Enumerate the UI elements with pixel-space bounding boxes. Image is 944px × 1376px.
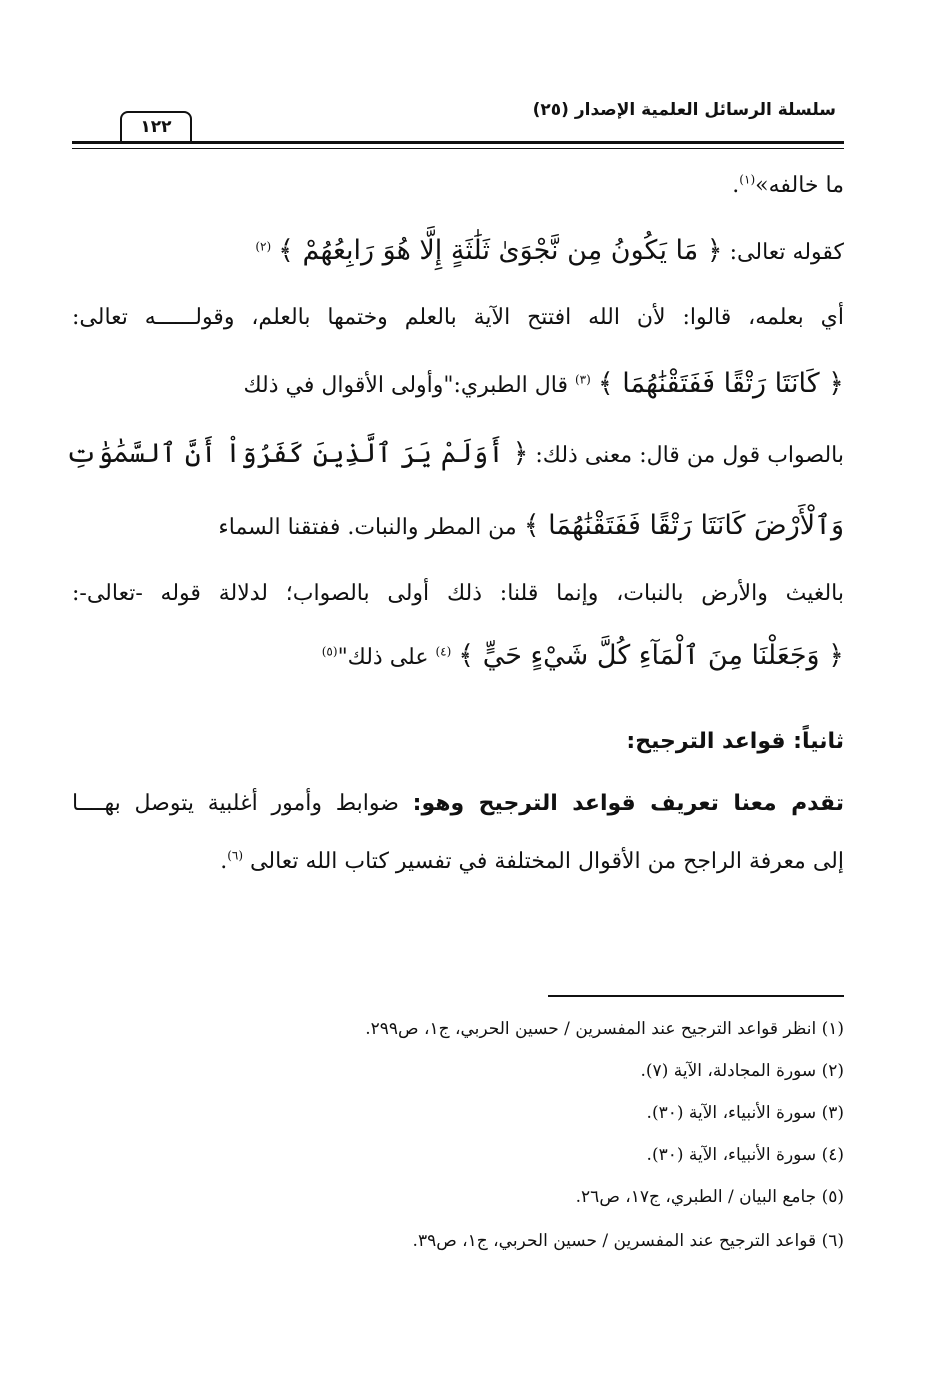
header-rule-thin <box>72 148 844 149</box>
body-line-6 <box>72 510 844 542</box>
footnote-ref: (٦) <box>227 848 244 863</box>
body-line-4 <box>72 368 844 400</box>
footnote-5: (٥) جامع البيان / الطبري، ج١٧، ص٢٦. <box>575 1187 844 1207</box>
footnote-ref: (٣) <box>574 372 591 387</box>
footnote-ref: (٥) <box>321 644 338 659</box>
header-rule-thick <box>72 141 844 144</box>
quran-verse: ﴿ أَوَلَمْ يَرَ ٱلَّذِينَ كَفَرُوٓاْ أَنَّ ٱلسَّمَٰوَٰتِ <box>65 438 529 469</box>
footnote-ref: (١) <box>739 172 756 187</box>
series-title: سلسلة الرسائل العلمية الإصدار (٢٥) <box>532 100 836 120</box>
body-text: قال الطبري:"وأولى الأقوال في ذلك <box>243 373 568 398</box>
body-text: ما خالفه» <box>755 173 844 198</box>
footnote-4: (٤) سورة الأنبياء، الآية (٣٠). <box>646 1145 844 1165</box>
footnote-separator <box>548 995 844 997</box>
body-text: ضوابط وأمور أغلبية يتوصل بهــــا <box>72 791 399 816</box>
footnote-3: (٣) سورة الأنبياء، الآية (٣٠). <box>646 1103 844 1123</box>
body-line-1 <box>732 170 844 202</box>
body-line-3: أي بعلمه، قالوا: لأن الله افتتح الآية بالعلم وختمها بالعلم، وقولــــــه تعالى: <box>72 305 844 330</box>
quran-verse: ﴿ مَا يَكُونُ مِن نَّجْوَىٰ ثَلَٰثَةٍ إِلَّا هُوَ رَابِعُهُمْ ﴾ <box>278 235 723 266</box>
body-line-7: بالغيث والأرض بالنبات، وإنما قلنا: ذلك أولى بالصواب؛ لدلالة قوله -تعالى-: <box>72 581 844 606</box>
body-line-5 <box>65 438 844 470</box>
body-text: من المطر والنبات. ففتقنا السماء <box>218 515 517 540</box>
body-line-2 <box>255 235 844 267</box>
footnote-1: (١) انظر قواعد الترجيح عند المفسرين / حسين الحربي، ج١، ص٢٩٩. <box>365 1019 844 1039</box>
footnote-6: (٦) قواعد الترجيح عند المفسرين / حسين الحربي، ج١، ص٣٩. <box>412 1231 844 1251</box>
body-text: إلى معرفة الراجح من الأقوال المختلفة في تفسير كتاب الله تعالى <box>250 849 844 874</box>
bold-text: تقدم معنا تعريف قواعد الترجيح وهو: <box>412 791 844 816</box>
body-text: على ذلك" <box>337 645 429 670</box>
body-text: . <box>732 173 740 198</box>
footnote-ref: (٤) <box>435 644 452 659</box>
footnote-ref: (٢) <box>255 239 272 254</box>
body-text: بالصواب قول من قال: معنى ذلك: <box>535 443 844 468</box>
quran-verse: وَٱلْأَرْضَ كَانَتَا رَتْقًا فَفَتَقْنَٰهُمَا ﴾ <box>523 510 844 541</box>
footnote-2: (٢) سورة المجادلة، الآية (٧). <box>640 1061 844 1081</box>
quran-verse: ﴿ وَجَعَلْنَا مِنَ ٱلْمَآءِ كُلَّ شَيْءٍ حَيٍّ ﴾ <box>458 640 844 671</box>
body-line-8 <box>322 640 844 672</box>
section-heading: ثانياً: قواعد الترجيح: <box>626 729 844 754</box>
body-line-9 <box>72 788 844 820</box>
body-text: كقوله تعالى: <box>729 240 844 265</box>
body-text: . <box>220 849 228 874</box>
page-number: ١٢٢ <box>120 111 192 141</box>
body-line-10 <box>220 846 844 878</box>
quran-verse: ﴿ كَانَتَا رَتْقًا فَفَتَقْنَٰهُمَا ﴾ <box>597 368 844 399</box>
